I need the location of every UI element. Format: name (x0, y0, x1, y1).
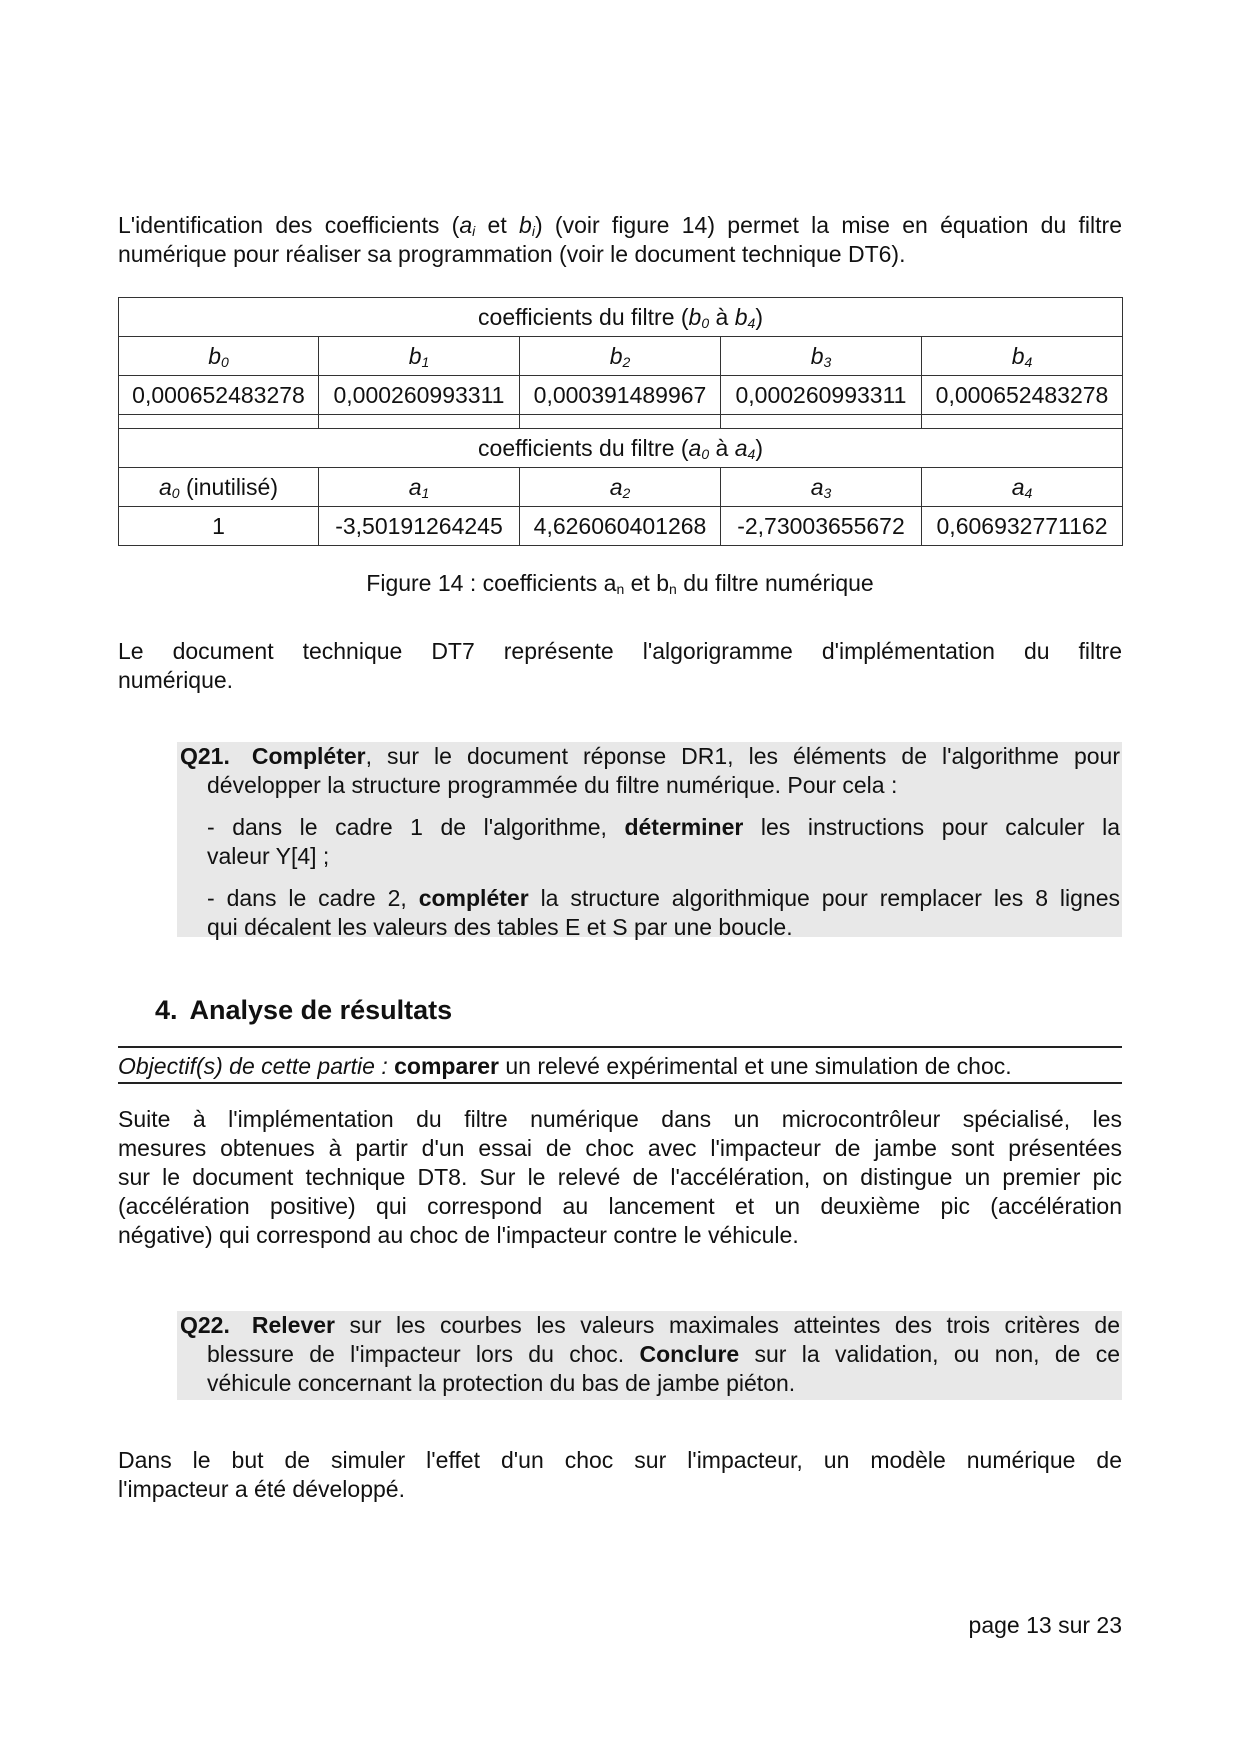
suite-line: négative) qui correspond au choc de l'impacteur contre le véhicule. (118, 1222, 799, 1248)
intro-paragraph (118, 211, 1122, 269)
dt7-line-2: numérique. (118, 667, 234, 693)
suite-paragraph (118, 1105, 1122, 1250)
a-header-cell: $a_1$ (319, 468, 520, 507)
a-header-cell: $a_3$ (721, 468, 922, 507)
closing-line-2: l'impacteur a été développé. (118, 1476, 405, 1502)
separator-cell (319, 415, 520, 429)
separator-cell (520, 415, 721, 429)
suite-line: sur le document technique DT8. Sur le relevé de l'accélération, on distingue un premier pic (118, 1164, 1122, 1190)
q21-bullet-2: - dans le cadre 2, compléter la structure algorithmique pour remplacer les 8 lignes qui décalent les valeurs des tables E et S par une boucle. (207, 885, 1120, 940)
q21-line-2: développer la structure programmée du filtre numérique. Pour cela : (207, 772, 898, 798)
a-table-title: coefficients du filtre ($a_0$ à $a_4$) (119, 429, 1123, 468)
b-value-cell: 0,000391489967 (520, 376, 721, 415)
a-values-row (119, 507, 1123, 546)
b-value-cell: 0,000652483278 (922, 376, 1123, 415)
section-heading (155, 996, 452, 1025)
b-header-cell: $b_1$ (319, 337, 520, 376)
q22-line-3: véhicule concernant la protection du bas de jambe piéton. (207, 1370, 796, 1396)
b-value-cell: 0,000260993311 (319, 376, 520, 415)
question-q22 (180, 1311, 1120, 1398)
section-number: 4. (155, 995, 178, 1025)
a-value-cell: -2,73003655672 (721, 507, 922, 546)
a-title-row (119, 429, 1123, 468)
b-title-row (119, 298, 1123, 337)
section-title: Analyse de résultats (189, 995, 453, 1025)
separator-row (119, 415, 1123, 429)
b-header-cell: $b_0$ (119, 337, 319, 376)
b-values-row (119, 376, 1123, 415)
closing-paragraph (118, 1446, 1122, 1504)
a-value-cell: -3,50191264245 (319, 507, 520, 546)
q21-label: Q21. (180, 743, 230, 769)
separator-cell (922, 415, 1123, 429)
b-header-cell: $b_3$ (721, 337, 922, 376)
q22-line-2: blessure de l'impacteur lors du choc. Conclure sur la validation, ou non, de ce (207, 1341, 1121, 1367)
closing-line-1: Dans le but de simuler l'effet d'un choc sur l'impacteur, un modèle numérique de (118, 1447, 1122, 1473)
a-value-cell: 4,626060401268 (520, 507, 721, 546)
intro-line-1: L'identification des coefficients ($a_i$ et $b_i$) (voir figure 14) permet la mise en équation du filtre (118, 212, 1122, 239)
objective-bottom-rule (118, 1082, 1122, 1084)
q21-line-1: Q21. Compléter, sur le document réponse DR1, les éléments de l'algorithme pour (180, 743, 1120, 769)
a-header-cell: $a_0$ (inutilisé) (119, 468, 319, 507)
a-header-cell: $a_2$ (520, 468, 721, 507)
b-header-row (119, 337, 1123, 376)
suite-line: mesures obtenues à partir d'un essai de choc avec l'impacteur de jambe sont présentées (118, 1135, 1122, 1161)
b-value-cell: 0,000260993311 (721, 376, 922, 415)
a-value-cell: 0,606932771162 (922, 507, 1123, 546)
question-q21 (180, 742, 1120, 942)
intro-line-2: numérique pour réaliser sa programmation (voir le document technique DT6). (118, 241, 906, 267)
q22-line-1: Q22. Relever sur les courbes les valeurs maximales atteintes des trois critères de (180, 1312, 1120, 1338)
q22-label: Q22. (180, 1312, 230, 1338)
dt7-line-1: Le document technique DT7 représente l'algorigramme d'implémentation du filtre (118, 638, 1122, 664)
a-header-row (119, 468, 1123, 507)
b-value-cell: 0,000652483278 (119, 376, 319, 415)
separator-cell (119, 415, 319, 429)
a-value-cell: 1 (119, 507, 319, 546)
separator-cell (721, 415, 922, 429)
figure-caption: Figure 14 : coefficients $a_n$ et $b_n$ du filtre numérique (366, 570, 874, 597)
objective-line: Objectif(s) de cette partie : comparer un relevé expérimental et une simulation de choc. (118, 1053, 1012, 1079)
b-header-cell: $b_4$ (922, 337, 1123, 376)
suite-line: Suite à l'implémentation du filtre numérique dans un microcontrôleur spécialisé, les (118, 1106, 1122, 1132)
b-table-title: coefficients du filtre ($b_0$ à $b_4$) (119, 298, 1123, 337)
a-header-cell: $a_4$ (922, 468, 1123, 507)
objective-top-rule (118, 1046, 1122, 1048)
q21-bullet-1: - dans le cadre 1 de l'algorithme, déterminer les instructions pour calculer la valeur Y[4] ; (207, 814, 1120, 869)
suite-line: (accélération positive) qui correspond au lancement et un deuxième pic (accélération (118, 1193, 1122, 1219)
b-header-cell: $b_2$ (520, 337, 721, 376)
page-number: page 13 sur 23 (968, 1612, 1122, 1638)
coefficients-table (118, 297, 1123, 546)
dt7-paragraph (118, 637, 1122, 695)
